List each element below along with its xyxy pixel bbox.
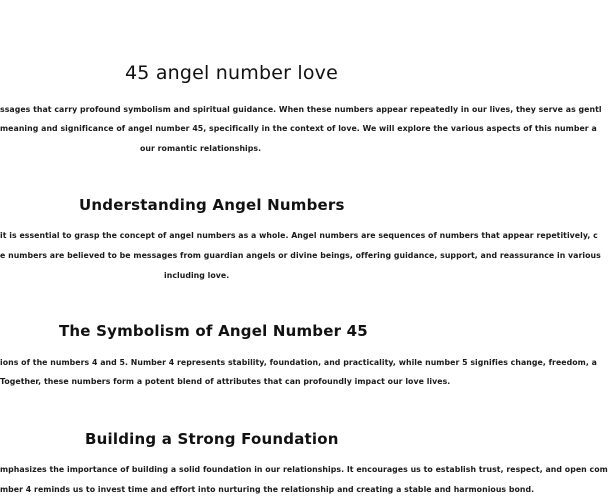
symbolism-line-1: ions of the numbers 4 and 5. Number 4 represents stability, foundation, and practicality, while number 5 signifies change, freedom, a <box>0 358 597 367</box>
understanding-line-1: it is essential to grasp the concept of angel numbers as a whole. Angel numbers are sequences of numbers that appear repetitively, c <box>0 231 598 240</box>
understanding-line-3: including love. <box>164 271 230 280</box>
foundation-line-2: mber 4 reminds us to invest time and effort into nurturing the relationship and creating a stable and harmonious bond. <box>0 485 535 494</box>
foundation-line-1: mphasizes the importance of building a solid foundation in our relationships. It encourages us to establish trust, respect, and open com <box>0 465 608 474</box>
intro-line-2: meaning and significance of angel number 45, specifically in the context of love. We will explore the various aspects of this number a <box>0 124 597 133</box>
section-heading-understanding: Understanding Angel Numbers <box>79 196 345 214</box>
symbolism-line-2: Together, these numbers form a potent blend of attributes that can profoundly impact our love lives. <box>0 377 451 386</box>
section-heading-symbolism: The Symbolism of Angel Number 45 <box>59 322 368 340</box>
section-heading-foundation: Building a Strong Foundation <box>85 430 339 448</box>
intro-line-1: ssages that carry profound symbolism and spiritual guidance. When these numbers appear repeatedly in our lives, they serve as gentl <box>0 105 602 114</box>
intro-line-3: our romantic relationships. <box>140 144 262 153</box>
page-title: 45 angel number love <box>125 62 338 84</box>
understanding-line-2: e numbers are believed to be messages from guardian angels or divine beings, offering guidance, support, and reassurance in various <box>0 251 601 260</box>
